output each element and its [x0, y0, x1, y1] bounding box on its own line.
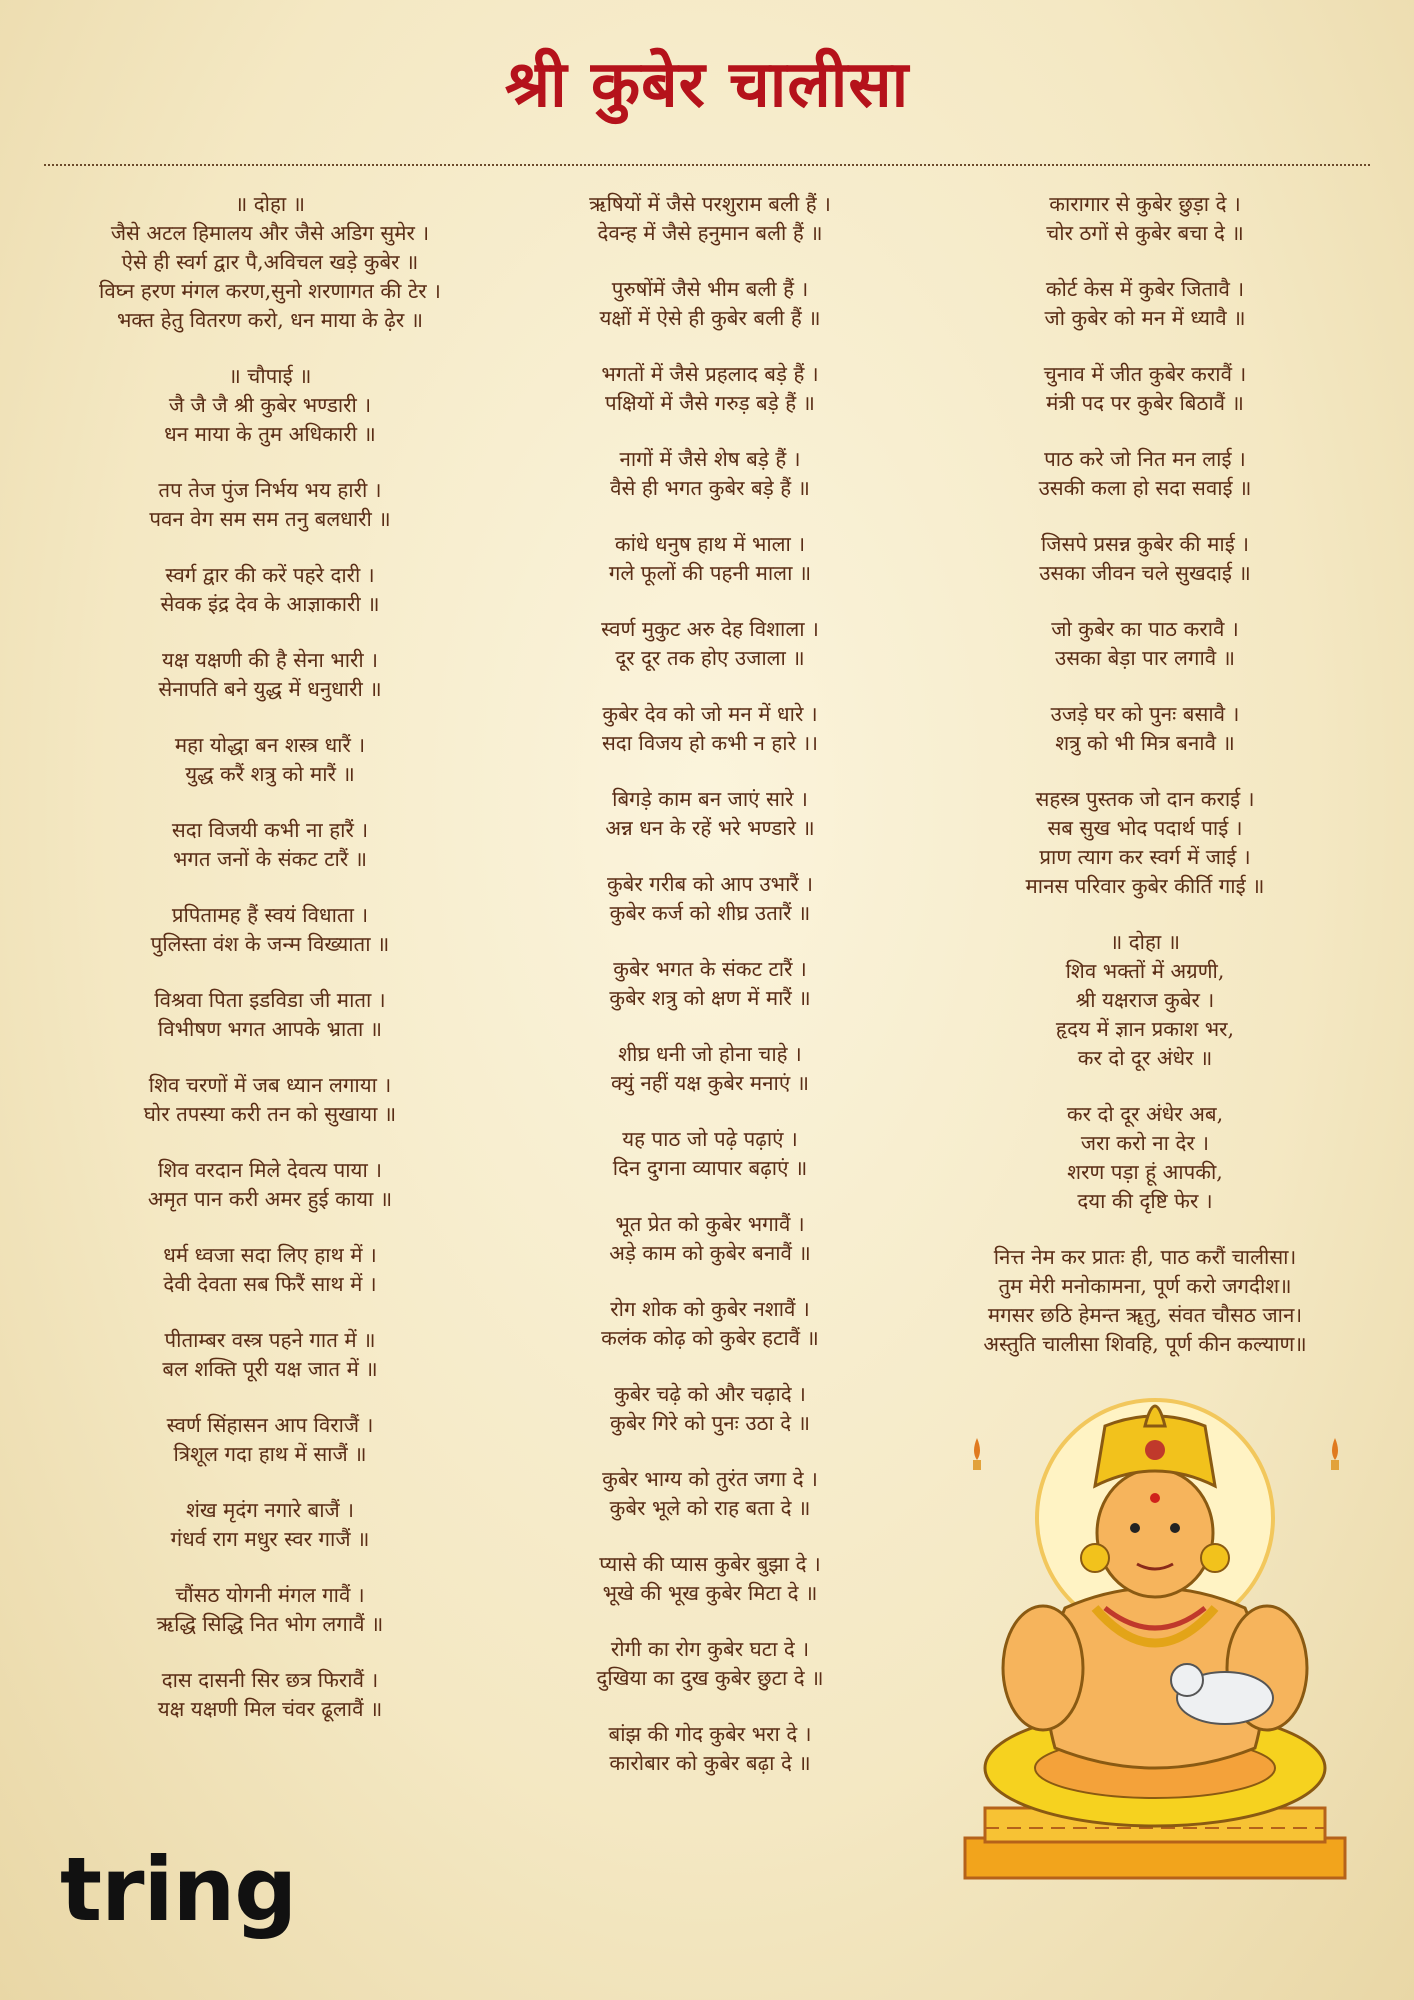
- stanza: [40, 1071, 500, 1129]
- verse-line: जो कुबेर का पाठ करावै ।: [1051, 617, 1239, 641]
- stanza: [920, 1243, 1370, 1359]
- verse-line: स्वर्ण मुकुट अरु देह विशाला ।: [601, 617, 819, 641]
- stanza: [500, 1720, 920, 1778]
- stanza: [920, 275, 1370, 333]
- verse-line: युद्ध करैं शत्रु को मारैं ॥: [185, 762, 355, 786]
- verse-line: विघ्न हरण मंगल करण,सुनो शरणागत की टेर ।: [99, 279, 441, 303]
- page-title: श्री कुबेर चालीसा: [504, 48, 910, 122]
- verse-line: धर्म ध्वजा सदा लिए हाथ में ।: [163, 1243, 377, 1267]
- verse-line: जै जै जै श्री कुबेर भण्डारी ।: [168, 393, 372, 417]
- verse-line: गले फूलों की पहनी माला ॥: [608, 561, 812, 585]
- verse-line: ऋषियों में जैसे परशुराम बली हैं ।: [589, 192, 831, 216]
- verse-line: अमृत पान करी अमर हुई काया ॥: [147, 1187, 393, 1211]
- verse-line: महा योद्धा बन शस्त्र धारैं ।: [174, 733, 366, 757]
- verse-line: देवी देवता सब फिरैं साथ में ।: [163, 1272, 377, 1296]
- dotted-divider: [44, 164, 1370, 166]
- lamp-right-icon: [1332, 1438, 1338, 1460]
- verse-line: मगसर छठि हेमन्त ॠतु, संवत चौसठ जान।: [987, 1303, 1303, 1327]
- stanza: [920, 360, 1370, 418]
- verse-line: शिव चरणों में जब ध्यान लगाया ।: [148, 1073, 392, 1097]
- verse-line: अड़े काम को कुबेर बनावैं ॥: [609, 1241, 811, 1265]
- verse-line: मंत्री पद पर कुबेर बिठावैं ॥: [1046, 391, 1244, 415]
- verse-line: कुबेर कर्ज को शीघ्र उतारैं ॥: [609, 901, 811, 925]
- stanza: [920, 928, 1370, 1073]
- verse-line: बल शक्ति पूरी यक्ष जात में ॥: [162, 1357, 378, 1381]
- verse-column-1: [40, 190, 500, 1751]
- stanza: [920, 445, 1370, 503]
- verse-line: क्युं नहीं यक्ष कुबेर मनाएं ॥: [611, 1071, 809, 1095]
- verse-line: दूर दूर तक होए उजाला ॥: [615, 646, 805, 670]
- verse-line: यह पाठ जो पढ़े पढ़ाएं ।: [622, 1127, 798, 1151]
- stanza: [920, 190, 1370, 248]
- stanza: [40, 561, 500, 619]
- section-heading: ॥ चौपाई ॥: [228, 364, 312, 388]
- stanza: [40, 731, 500, 789]
- brand-logo: tring: [60, 1838, 297, 1941]
- verse-line: देवन्ह में जैसे हनुमान बली हैं ॥: [597, 221, 823, 245]
- stanza: [40, 1241, 500, 1299]
- verse-line: प्राण त्याग कर स्वर्ग में जाई ।: [1039, 845, 1251, 869]
- stanza: [500, 1210, 920, 1268]
- verse-line: कुबेर देव को जो मन में धारे ।: [602, 702, 818, 726]
- verse-line: सेनापति बने युद्ध में धनुधारी ॥: [158, 677, 382, 701]
- stanza: [40, 1666, 500, 1724]
- stanza: [500, 360, 920, 418]
- verse-line: प्यासे की प्यास कुबेर बुझा दे ।: [599, 1552, 821, 1576]
- verse-line: पुलिस्ता वंश के जन्म विख्याता ॥: [150, 932, 390, 956]
- stanza: [40, 476, 500, 534]
- verse-line: पीताम्बर वस्त्र पहने गात में ॥: [164, 1328, 376, 1352]
- verse-line: उसका जीवन चले सुखदाई ॥: [1039, 561, 1251, 585]
- verse-line: घोर तपस्या करी तन को सुखाया ॥: [143, 1102, 397, 1126]
- verse-line: चोर ठगों से कुबेर बचा दे ॥: [1046, 221, 1244, 245]
- verse-line: श्री यक्षराज कुबेर ।: [1075, 988, 1215, 1012]
- stanza: [500, 785, 920, 843]
- stanza: [40, 646, 500, 704]
- verse-line: रोगी का रोग कुबेर घटा दे ।: [610, 1637, 810, 1661]
- verse-line: बांझ की गोद कुबेर भरा दे ।: [608, 1722, 812, 1746]
- verse-line: उजड़े घर को पुनः बसावै ।: [1050, 702, 1240, 726]
- verse-line: जो कुबेर को मन में ध्यावै ॥: [1044, 306, 1246, 330]
- verse-line: शिव वरदान मिले देवत्य पाया ।: [157, 1158, 383, 1182]
- verse-line: कुबेर गिरे को पुनः उठा दे ॥: [609, 1411, 810, 1435]
- verse-line: चुनाव में जीत कुबेर करावैं ।: [1043, 362, 1247, 386]
- stanza: [500, 445, 920, 503]
- verse-line: त्रिशूल गदा हाथ में साजैं ॥: [173, 1442, 367, 1466]
- verse-line: शरण पड़ा हूं आपकी,: [1067, 1160, 1223, 1184]
- verse-line: ऐसे ही स्वर्ग द्वार पै,अविचल खड़े कुबेर ॥: [121, 250, 419, 274]
- verse-line: दिन दुगना व्यापार बढ़ाएं ॥: [612, 1156, 808, 1180]
- verse-line: कर दो दूर अंधेर ॥: [1077, 1046, 1213, 1070]
- verse-line: कुबेर गरीब को आप उभारैं ।: [606, 872, 814, 896]
- verse-line: अन्न धन के रहें भरे भण्डारे ॥: [605, 816, 815, 840]
- stanza: [500, 955, 920, 1013]
- verse-line: ऋद्धि सिद्धि नित भोग लगावैं ॥: [156, 1612, 384, 1636]
- verse-line: स्वर्ग द्वार की करें पहरे दारी ।: [165, 563, 375, 587]
- verse-line: सदा विजयी कभी ना हारैं ।: [171, 818, 369, 842]
- verse-line: तुम मेरी मनोकामना, पूर्ण करो जगदीश॥: [998, 1274, 1292, 1298]
- verse-line: विश्रवा पिता इडविडा जी माता ।: [154, 988, 386, 1012]
- stanza: [500, 1380, 920, 1438]
- verse-line: रोग शोक को कुबेर नशावैं ।: [610, 1297, 810, 1321]
- verse-line: जरा करो ना देर ।: [1080, 1131, 1210, 1155]
- verse-line: कलंक कोढ़ को कुबेर हटावैं ॥: [601, 1326, 819, 1350]
- verse-line: पक्षियों में जैसे गरुड़ बड़े हैं ॥: [605, 391, 815, 415]
- stanza: [500, 1550, 920, 1608]
- stanza: [920, 785, 1370, 901]
- stanza: [500, 190, 920, 248]
- stanza: [500, 615, 920, 673]
- verse-line: यक्ष यक्षणी मिल चंवर ढूलावैं ॥: [157, 1697, 383, 1721]
- verse-column-2: [500, 190, 920, 1805]
- verse-line: जैसे अटल हिमालय और जैसे अडिग सुमेर ।: [110, 221, 430, 245]
- verse-line: पवन वेग सम सम तनु बलधारी ॥: [149, 507, 391, 531]
- stanza: [920, 700, 1370, 758]
- stanza: [40, 1326, 500, 1384]
- verse-line: भगतों में जैसे प्रहलाद बड़े हैं ।: [601, 362, 819, 386]
- verse-line: पाठ करे जो नित मन लाई ।: [1044, 447, 1246, 471]
- verse-line: चौंसठ योगनी मंगल गावैं ।: [175, 1583, 365, 1607]
- verse-line: बिगड़े काम बन जाएं सारे ।: [612, 787, 808, 811]
- verse-line: कुबेर भूले को राह बता दे ॥: [609, 1496, 811, 1520]
- verse-line: भक्त हेतु वितरण करो, धन माया के ढ़ेर ॥: [116, 308, 424, 332]
- verse-line: दुखिया का दुख कुबेर छुटा दे ॥: [596, 1666, 824, 1690]
- stanza: [40, 190, 500, 335]
- verse-line: अस्तुति चालीसा शिवहि, पूर्ण कीन कल्याण॥: [983, 1332, 1307, 1356]
- verse-line: शिव भक्तों में अग्रणी,: [1065, 959, 1225, 983]
- verse-line: पुरुषोंमें जैसे भीम बली हैं ।: [611, 277, 809, 301]
- section-heading: ॥ दोहा ॥: [235, 192, 305, 216]
- verse-line: तप तेज पुंज निर्भय भय हारी ।: [158, 478, 382, 502]
- verse-line: शंख मृदंग नगारे बाजैं ।: [185, 1498, 355, 1522]
- verse-line: हृदय में ज्ञान प्रकाश भर,: [1055, 1017, 1235, 1041]
- stanza: [500, 1635, 920, 1693]
- verse-line: कोर्ट केस में कुबेर जितावै ।: [1045, 277, 1245, 301]
- verse-line: यक्षों में ऐसे ही कुबेर बली हैं ॥: [599, 306, 821, 330]
- stanza: [920, 530, 1370, 588]
- stanza: [500, 870, 920, 928]
- verse-line: वैसे ही भगत कुबेर बड़े हैं ॥: [610, 476, 810, 500]
- verse-line: भगत जनों के संकट टारैं ॥: [172, 847, 368, 871]
- stanza: [500, 1465, 920, 1523]
- stanza: [500, 1125, 920, 1183]
- stanza: [40, 901, 500, 959]
- lamp-left-icon: [974, 1438, 980, 1460]
- section-heading: ॥ दोहा ॥: [1110, 930, 1180, 954]
- stanza: [500, 700, 920, 758]
- verse-line: भूत प्रेत को कुबेर भगावैं ।: [615, 1212, 805, 1236]
- verse-line: सेवक इंद्र देव के आज्ञाकारी ॥: [160, 592, 380, 616]
- verse-line: विभीषण भगत आपके भ्राता ॥: [157, 1017, 383, 1041]
- verse-line: कांधे धनुष हाथ में भाला ।: [614, 532, 806, 556]
- verse-line: स्वर्ण सिंहासन आप विराजैं ।: [166, 1413, 374, 1437]
- kubera-illustration: [955, 1368, 1355, 1888]
- stanza: [40, 1496, 500, 1554]
- verse-line: दया की दृष्टि फेर ।: [1077, 1189, 1213, 1213]
- stanza: [500, 275, 920, 333]
- verse-line: सहस्त्र पुस्तक जो दान कराई ।: [1035, 787, 1255, 811]
- stanza: [40, 816, 500, 874]
- verse-line: गंधर्व राग मधुर स्वर गाजैं ॥: [170, 1527, 370, 1551]
- verse-line: शीघ्र धनी जो होना चाहे ।: [618, 1042, 802, 1066]
- stanza: [500, 1295, 920, 1353]
- verse-line: प्रपितामह हैं स्वयं विधाता ।: [171, 903, 369, 927]
- verse-line: कारागार से कुबेर छुड़ा दे ।: [1049, 192, 1241, 216]
- verse-line: भूखे की भूख कुबेर मिटा दे ॥: [602, 1581, 818, 1605]
- stanza: [40, 1156, 500, 1214]
- verse-line: उसकी कला हो सदा सवाई ॥: [1038, 476, 1252, 500]
- verse-line: दास दासनी सिर छत्र फिरावैं ।: [161, 1668, 379, 1692]
- verse-line: उसका बेड़ा पार लगावै ॥: [1055, 646, 1235, 670]
- verse-line: सदा विजय हो कभी न हारे ।।: [601, 731, 819, 755]
- verse-line: सब सुख भोद पदार्थ पाई ।: [1047, 816, 1243, 840]
- throne-base: [965, 1838, 1345, 1878]
- stanza: [500, 530, 920, 588]
- stanza: [500, 1040, 920, 1098]
- stanza: [40, 362, 500, 449]
- verse-line: नागों में जैसे शेष बड़े हैं ।: [619, 447, 801, 471]
- verse-line: कुबेर शत्रु को क्षण में मारैं ॥: [609, 986, 811, 1010]
- stanza: [920, 1100, 1370, 1216]
- stanza: [920, 615, 1370, 673]
- verse-line: कुबेर चढ़े को और चढ़ादे ।: [614, 1382, 806, 1406]
- verse-line: नित्त नेम कर प्रातः ही, पाठ करौं चालीसा।: [993, 1245, 1297, 1269]
- verse-line: कारोबार को कुबेर बढ़ा दे ॥: [609, 1751, 811, 1775]
- verse-line: कुबेर भगत के संकट टारैं ।: [613, 957, 807, 981]
- stanza: [40, 1581, 500, 1639]
- verse-line: धन माया के तुम अधिकारी ॥: [164, 422, 376, 446]
- verse-line: कुबेर भाग्य को तुरंत जगा दे ।: [602, 1467, 818, 1491]
- verse-line: मानस परिवार कुबेर कीर्ति गाई ॥: [1025, 874, 1265, 898]
- stanza: [40, 1411, 500, 1469]
- verse-line: कर दो दूर अंधेर अब,: [1066, 1102, 1224, 1126]
- verse-line: जिसपे प्रसन्न कुबेर की माई ।: [1040, 532, 1250, 556]
- verse-line: यक्ष यक्षणी की है सेना भारी ।: [161, 648, 379, 672]
- verse-line: शत्रु को भी मित्र बनावै ॥: [1055, 731, 1235, 755]
- verse-column-3: [920, 190, 1370, 1386]
- stanza: [40, 986, 500, 1044]
